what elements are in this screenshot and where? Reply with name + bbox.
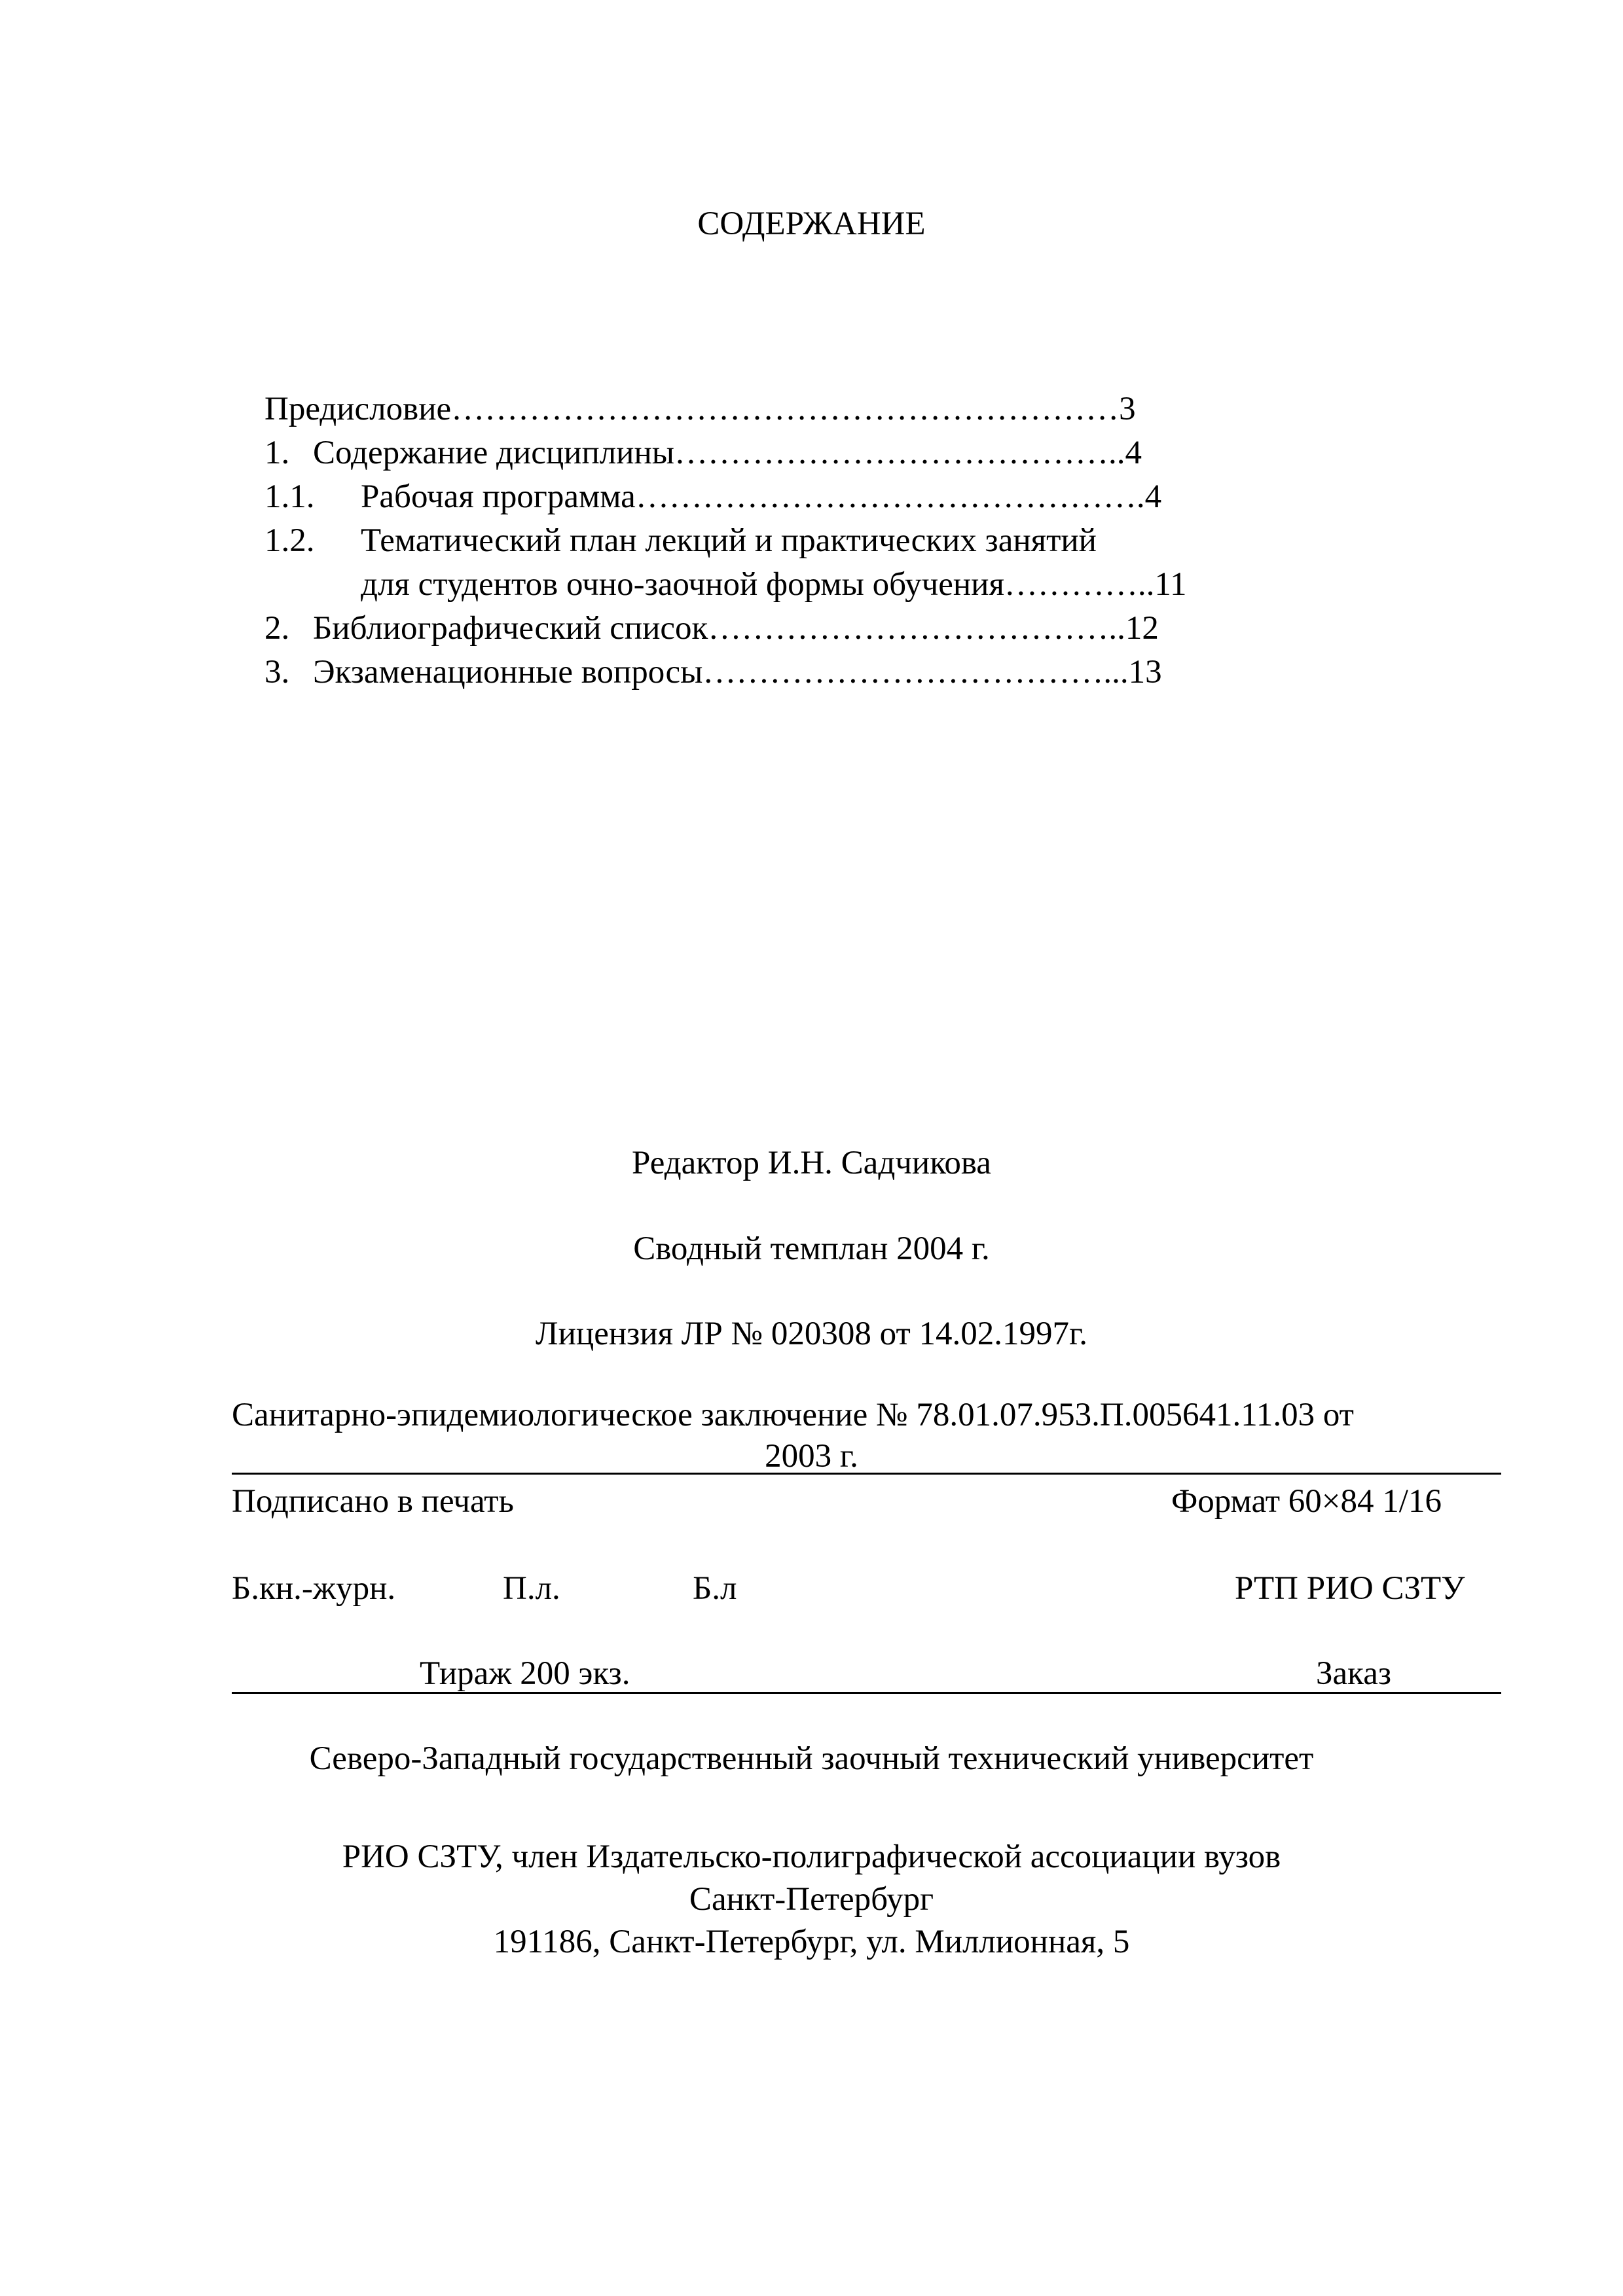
toc-item-3	[264, 651, 1162, 693]
toc-dot-leader: ……………………………………….	[635, 478, 1145, 515]
divider-bottom	[232, 1692, 1501, 1694]
toc-item-preface	[264, 388, 1136, 430]
toc-item-text: Экзаменационные вопросы	[313, 654, 703, 691]
toc-dot-leader: ……………………………………………………	[451, 391, 1120, 427]
printed-sheets-label: П.л.	[503, 1570, 560, 1607]
toc-item-1	[264, 432, 1142, 474]
toc-item-number: 3.	[264, 654, 290, 691]
templan: Сводный темплан 2004 г.	[633, 1230, 990, 1267]
toc-dot-leader: ………………………………..	[708, 610, 1125, 647]
university-name: Северо-Западный государственный заочный технический университет	[309, 1740, 1314, 1777]
toc-item-text: Содержание дисциплины	[313, 435, 675, 471]
order-label: Заказ	[1316, 1655, 1391, 1692]
toc-item-text: Предисловие	[264, 391, 452, 427]
toc-page-number: 4	[1144, 478, 1162, 515]
signed-for-print: Подписано в печать	[232, 1483, 514, 1520]
toc-item-number: 2.	[264, 610, 290, 647]
book-journal-label: Б.кн.-журн.	[232, 1570, 396, 1607]
toc-item-text: для студентов очно-заочной формы обучения	[361, 566, 1004, 603]
sanitary-conclusion-year: 2003 г.	[765, 1438, 858, 1475]
paper-sheets-label: Б.л	[693, 1570, 737, 1607]
divider-top	[232, 1473, 1501, 1475]
toc-dot-leader: …………………………………..	[674, 435, 1125, 471]
toc-dot-leader: ……………………………….	[702, 654, 1112, 691]
sanitary-conclusion: Санитарно-эпидемиологическое заключение № 78.01.07.953.П.005641.11.03 от	[232, 1397, 1354, 1433]
toc-item-number: 1.2.	[264, 522, 315, 559]
toc-page-number: 12	[1125, 610, 1159, 647]
toc-item-text: Библиографический список	[313, 610, 708, 647]
toc-item-number: 1.1.	[264, 478, 315, 515]
toc-item-2	[264, 607, 1159, 649]
toc-item-1-2-continued	[361, 564, 1187, 605]
license: Лицензия ЛР № 020308 от 14.02.1997г.	[536, 1316, 1087, 1352]
publisher: РИО СЗТУ, член Издательско-полиграфической ассоциации вузов	[342, 1839, 1281, 1875]
toc-item-text: Тематический план лекций и практических занятий	[361, 522, 1097, 559]
toc-page-number: ..13	[1112, 654, 1162, 691]
toc-item-1-2	[264, 520, 1097, 562]
toc-page-number: 4	[1125, 435, 1142, 471]
city: Санкт-Петербург	[689, 1881, 934, 1918]
toc-page-number: 3	[1119, 391, 1136, 427]
toc-dot-leader: …………..	[1004, 566, 1155, 603]
paper-format: Формат 60×84 1/16	[1171, 1483, 1442, 1520]
toc-item-1-1	[264, 476, 1161, 518]
page-title: СОДЕРЖАНИЕ	[697, 206, 926, 242]
toc-page-number: 11	[1154, 566, 1187, 603]
toc-item-number: 1.	[264, 435, 290, 471]
print-run: Тираж 200 экз.	[420, 1655, 630, 1692]
printing-house: РТП РИО СЗТУ	[1235, 1570, 1465, 1607]
editor: Редактор И.Н. Садчикова	[632, 1145, 991, 1181]
address: 191186, Санкт-Петербург, ул. Миллионная, 5	[493, 1924, 1130, 1960]
toc-item-text: Рабочая программа	[361, 478, 636, 515]
